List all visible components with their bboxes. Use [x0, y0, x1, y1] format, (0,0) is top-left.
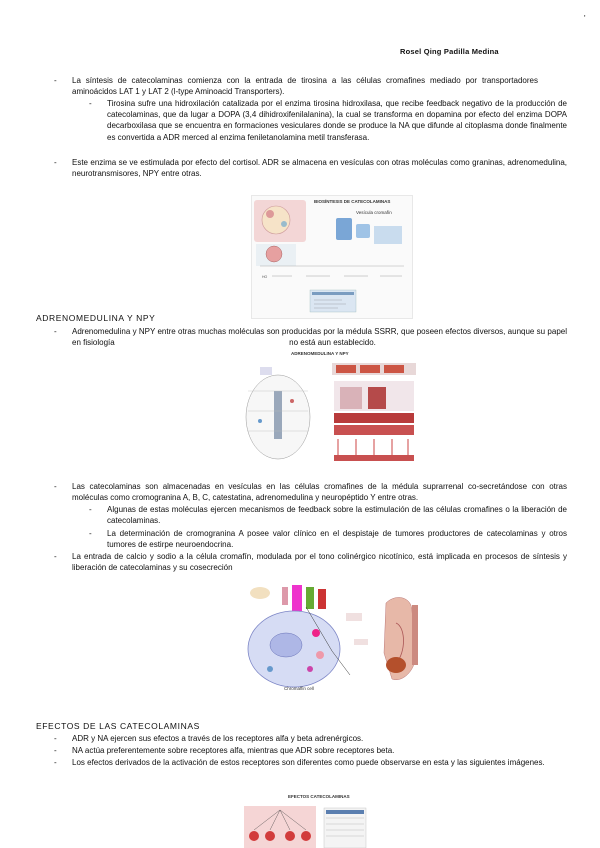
efectos-bullet-3: Los efectos derivados de la activación de estos receptores son diferentes como puede observarse en esta y las siguientes imágenes. [72, 758, 545, 767]
sub-bullet-dash: - [89, 529, 92, 538]
corner-mark: ' [584, 14, 586, 23]
cromogranina-bullet-2: La entrada de calcio y sodio a la célula cromafín, modulada por el tono colinérgico nicotínico, está implicada en procesos de síntesis y liberación de catecolaminas y su cosecreción [72, 552, 567, 573]
adrenomedulina-text-part2: no está aun establecido. [289, 338, 376, 348]
intro-bullet-2: Este enzima se ve estimulada por efecto del cortisol. ADR se almacena en vesículas con otras moléculas como graninas, adrenomedulina, neurotransmisores, NPY entre otras. [72, 158, 567, 179]
intro-bullet-1: La síntesis de catecolaminas comienza con la entrada de tirosina a las células cromafines mediado por transportadores aminoácidos LAT 1 y LAT 2 (l-type Aminoacid Transporters). [72, 76, 538, 97]
figure-chromaffin-cell [246, 583, 434, 693]
figure-adrenomedulina [238, 351, 420, 469]
figure2-title: ADRENOMEDULINA Y NPY [291, 351, 349, 356]
figure-catecholamine-effects [240, 794, 370, 848]
bullet-dash: - [54, 482, 57, 491]
adrenomedulina-bullet-1 [72, 326, 567, 348]
intro-sub-bullet-1: Tirosina sufre una hidroxilación catalizada por el enzima tirosina hidroxilasa, que recibe feedback negativo de la producción de catecolaminas, que da lugar a DOPA (3,4 dihidroxifenilalanina), la cual se transforma en dopamina por efecto del enzima DOPA decarboxilasa que se encuentra en formaciones vesiculares donde se produce la NA que difunde al citoplasma donde finalmente es convertida a ADR merced al enzima feniletanolamina metil transferasa. [107, 99, 567, 142]
bullet-dash: - [54, 76, 57, 85]
figure-catecholamine-synthesis [251, 195, 413, 319]
efectos-bullet-1: ADR y NA ejercen sus efectos a través de los receptores alfa y beta adrenérgicos. [72, 734, 364, 743]
bullet-dash: - [54, 746, 57, 755]
effects-diagram [240, 794, 370, 848]
adrenomedulina-diagram [238, 351, 420, 469]
sub-bullet-dash: - [89, 505, 92, 514]
section-heading-adrenomedulina: ADRENOMEDULINA Y NPY [36, 313, 156, 323]
bullet-dash: - [54, 734, 57, 743]
author-name: Rosel Qing Padilla Medina [400, 47, 499, 56]
figure1-label: Vesícula cromafín [356, 210, 392, 215]
adrenomedulina-text-part1: Adrenomedulina y NPY entre otras muchas moléculas son producidas por la médula SSRR, que poseen efectos diversos, aunque su papel en fisiología [72, 327, 567, 348]
chromaffin-cell-diagram [246, 583, 434, 693]
bullet-dash: - [54, 758, 57, 767]
svg-text:HO: HO [262, 275, 268, 279]
cromogranina-sub-bullet-1: Algunas de estas moléculas ejercen mecanismos de feedback sobre la estimulación de las células cromafines o la liberación de catecolaminas. [107, 505, 567, 526]
section-heading-efectos: EFECTOS DE LAS CATECOLAMINAS [36, 721, 200, 731]
bullet-dash: - [54, 327, 57, 336]
bullet-dash: - [54, 158, 57, 167]
bullet-dash: - [54, 552, 57, 561]
cromogranina-bullet-1: Las catecolaminas son almacenadas en vesículas en las células cromafines de la médula suprarrenal co-secretándose con otras moléculas como cromogranina A, B, C, catestatina, adrenomedulina y neuropéptido Y entre otras. [72, 482, 567, 503]
figure3-label: Chromaffin cell [284, 686, 314, 691]
figure1-title: BIOSÍNTESIS DE CATECOLAMINAS [314, 199, 391, 204]
sub-bullet-dash: - [89, 99, 92, 108]
cromogranina-sub-bullet-2: La determinación de cromogranina A posee valor clínico en el despistaje de tumores productores de catecolaminas y otros tumores de estirpe neuroendocrina. [107, 529, 567, 550]
efectos-bullet-2: NA actúa preferentemente sobre receptores alfa, mientras que ADR sobre receptores beta. [72, 746, 395, 755]
figure4-title: EFECTOS CATECOLAMINAS [288, 794, 350, 799]
